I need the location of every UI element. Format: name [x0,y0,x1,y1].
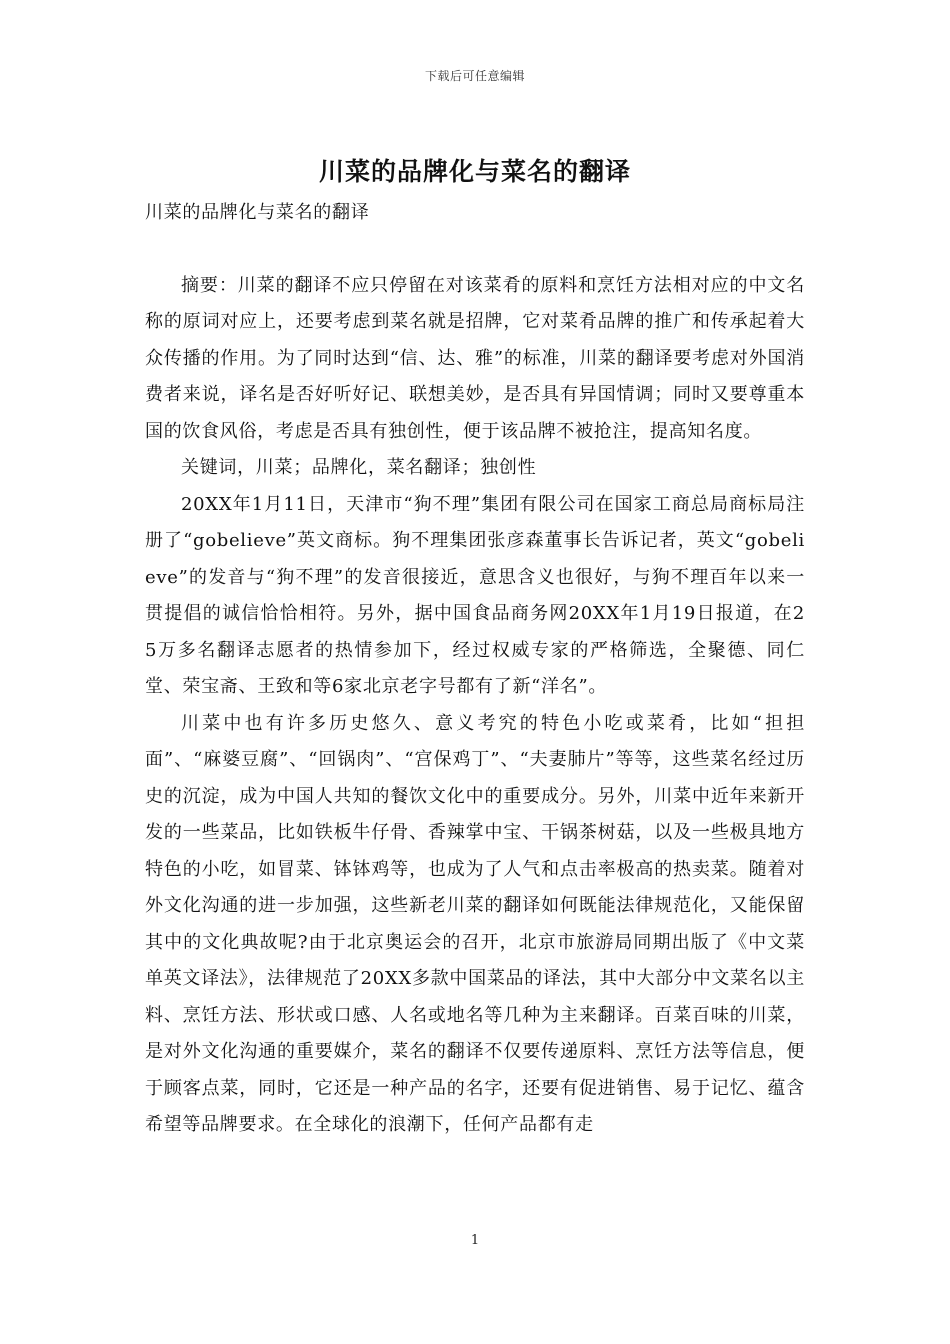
abstract-paragraph: 摘要：川菜的翻译不应只停留在对该菜肴的原料和烹饪方法相对应的中文名称的原词对应上，还要考虑到菜名就是招牌，它对菜肴品牌的推广和传承起着大众传播的作用。为了同时达到“信、达、雅”的标准，川菜的翻译要考虑对外国消费者来说，译名是否好听好记、联想美妙，是否具有异国情调；同时又要尊重本国的饮食风俗，考虑是否具有独创性，便于该品牌不被抢注，提高知名度。 [145,274,805,442]
document-body [145,195,805,1144]
keywords-paragraph: 关键词，川菜；品牌化，菜名翻译；独创性 [181,457,537,478]
document-subtitle: 川菜的品牌化与菜名的翻译 [145,202,370,223]
page-number: 1 [470,1233,480,1248]
document-title: 川菜的品牌化与菜名的翻译 [318,157,631,186]
body-paragraph: 川菜中也有许多历史悠久、意义考究的特色小吃或菜肴，比如“担担面”、“麻婆豆腐”、“回锅肉”、“宫保鸡丁”、“夫妻肺片”等等，这些菜名经过历史的沉淀，成为中国人共知的餐饮文化中的重要成分。另外，川菜中近年来新开发的一些菜品，比如铁板牛仔骨、香辣掌中宝、干锅茶树菇，以及一些极具地方特色的小吃，如冒菜、钵钵鸡等，也成为了人气和点击率极高的热卖菜。随着对外文化沟通的进一步加强，这些新老川菜的翻译如何既能法律规范化，又能保留其中的文化典故呢?由于北京奥运会的召开，北京市旅游局同期出版了《中文菜单英文译法》，法律规范了20XX多款中国菜品的译法，其中大部分中文菜名以主料、烹饪方法、形状或口感、人名或地名等几种为主来翻译。百菜百味的川菜，是对外文化沟通的重要媒介，菜名的翻译不仅要传递原料、烹饪方法等信息，便于顾客点菜，同时，它还是一种产品的名字，还要有促进销售、易于记忆、蕴含希望等品牌要求。在全球化的浪潮下，任何产品都有走 [145,712,805,1135]
header-note: 下载后可任意编辑 [424,69,525,83]
body-paragraph: 20XX年1月11日，天津市“狗不理”集团有限公司在国家工商总局商标局注册了“gobelieve”英文商标。狗不理集团张彦森董事长告诉记者，英文“gobelieve”的发音与“狗不理”的发音很接近，意思含义也很好，与狗不理百年以来一贯提倡的诚信恰恰相符。另外，据中国食品商务网20XX年1月19日报道，在2 5万多名翻译志愿者的热情参加下，经过权威专家的严格筛选，全聚德、同仁堂、荣宝斋、王致和等6家北京老字号都有了新“洋名”。 [145,493,805,697]
